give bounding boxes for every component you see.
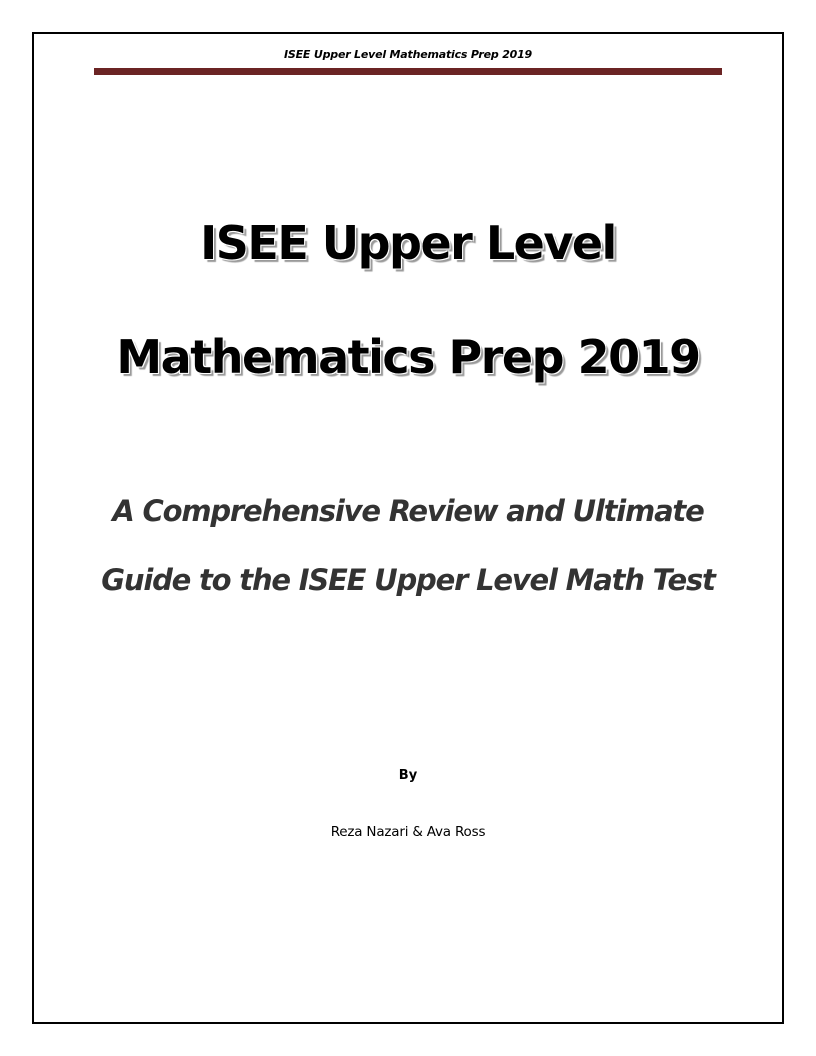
- subtitle-line-1: A Comprehensive Review and Ultimate: [112, 494, 704, 528]
- authors: Reza Nazari & Ava Ross: [330, 824, 486, 840]
- by-label: By: [398, 768, 418, 783]
- page-border: [32, 32, 784, 1024]
- subtitle-line-2: Guide to the ISEE Upper Level Math Test: [101, 563, 715, 597]
- book-title-line-2: Mathematics Prep 2019: [116, 330, 700, 384]
- running-header: ISEE Upper Level Mathematics Prep 2019: [283, 48, 533, 61]
- header-rule: [94, 68, 722, 75]
- book-title-line-1: ISEE Upper Level: [200, 216, 616, 270]
